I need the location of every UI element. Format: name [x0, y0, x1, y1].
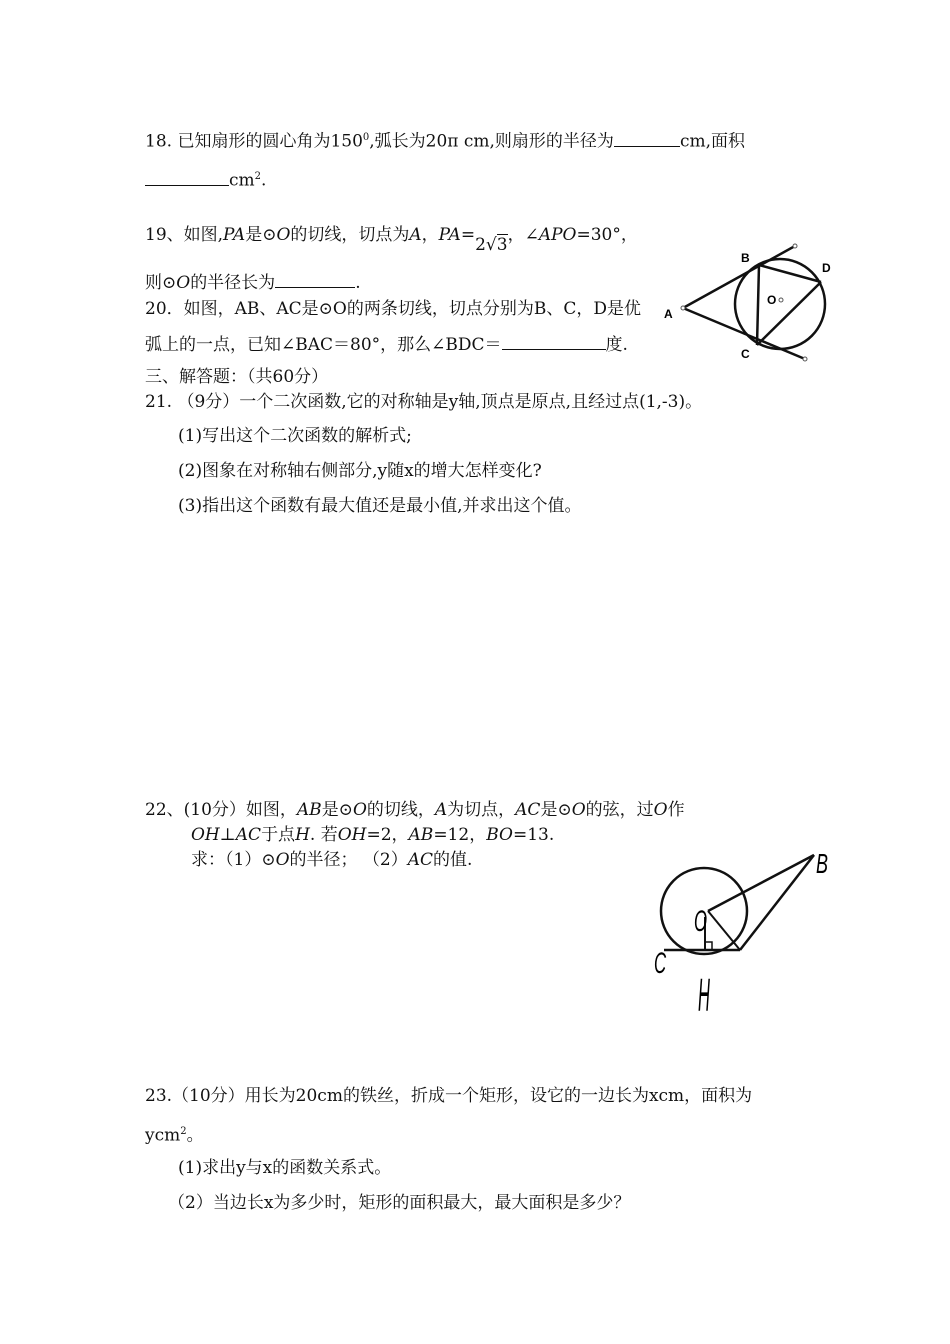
q22-label-h: H [698, 969, 710, 1020]
q22-line3: 求：（1）⊙O的半径； （2）AC的值. [191, 850, 473, 870]
q20-point-a [681, 306, 685, 310]
q20-line2: 弧上的一点，已知∠BAC＝80°，那么∠BDC＝ 度. [145, 335, 628, 355]
q22-figure [648, 845, 868, 1020]
q22-label-b: B [816, 848, 828, 879]
q23-sub2: （2）当边长x为多少时，矩形的面积最大，最大面积是多少？ [168, 1193, 631, 1213]
q18-radius-blank[interactable] [614, 130, 680, 147]
q22-line-bo [708, 855, 814, 911]
radical-2-sqrt-3: 2√3 [475, 235, 508, 255]
q23-line1: 23.（10分）用长为20cm的铁丝，折成一个矩形，设它的一边长为xcm，面积为 [145, 1086, 753, 1106]
q21-head: 21. （9分）一个二次函数,它的对称轴是y轴,顶点是原点,且经过点(1,-3)。 [145, 392, 703, 412]
q23-line2: ycm$^2$。 [145, 1125, 204, 1146]
q19-line1: 19、如图,PA是⊙O的切线，切点为A，PA=2√3，∠APO=30°， [145, 225, 638, 255]
q18-line1: 18. 已知扇形的圆心角为$150^0$,弧长为20π cm,则扇形的半径为 cm,面积 [145, 131, 745, 152]
q22-line2: OH⊥AC于点H. 若OH=2，AB=12，BO=13. [191, 825, 555, 845]
q20-end-c [803, 357, 807, 361]
q21-sub3: (3)指出这个函数有最大值还是最小值,并求出这个值。 [178, 496, 582, 516]
q22-radius-oa [708, 911, 740, 950]
q22-label-c: C [654, 947, 667, 981]
q20-tangent-ab [683, 246, 795, 308]
q20-answer-blank[interactable] [502, 333, 606, 350]
q20-label-c: C [741, 347, 750, 361]
q20-label-d: D [822, 261, 831, 275]
q22-line1: 22、(10分）如图，AB是⊙O的切线，A为切点，AC是⊙O的弦，过O作 [145, 800, 685, 820]
q20-point-o [779, 298, 783, 302]
q20-end-b [793, 244, 797, 248]
section-heading: 三、解答题：（共60分） [145, 367, 329, 387]
q20-line1: 20．如图，AB、AC是⊙O的两条切线，切点分别为B、C，D是优 [145, 299, 641, 319]
q21-sub2: (2)图象在对称轴右侧部分,y随x的增大怎样变化? [178, 461, 542, 481]
q20-figure [655, 238, 840, 370]
q21-sub1: (1)写出这个二次函数的解析式; [178, 426, 412, 446]
q20-chord-bc [757, 265, 759, 345]
q20-label-b: B [741, 251, 750, 265]
q19-answer-blank[interactable] [275, 271, 355, 288]
q20-label-a: A [664, 307, 673, 321]
q23-sub1: (1)求出y与x的函数关系式。 [178, 1158, 392, 1178]
q18-area-blank[interactable] [145, 169, 229, 186]
q22-label-o: O [694, 905, 708, 939]
q19-line2: 则⊙O的半径长为 . [145, 273, 361, 293]
q18-line2: $cm^2$. [145, 166, 266, 192]
q22-tangent-ab [740, 855, 814, 950]
q20-label-o: O [767, 293, 777, 307]
